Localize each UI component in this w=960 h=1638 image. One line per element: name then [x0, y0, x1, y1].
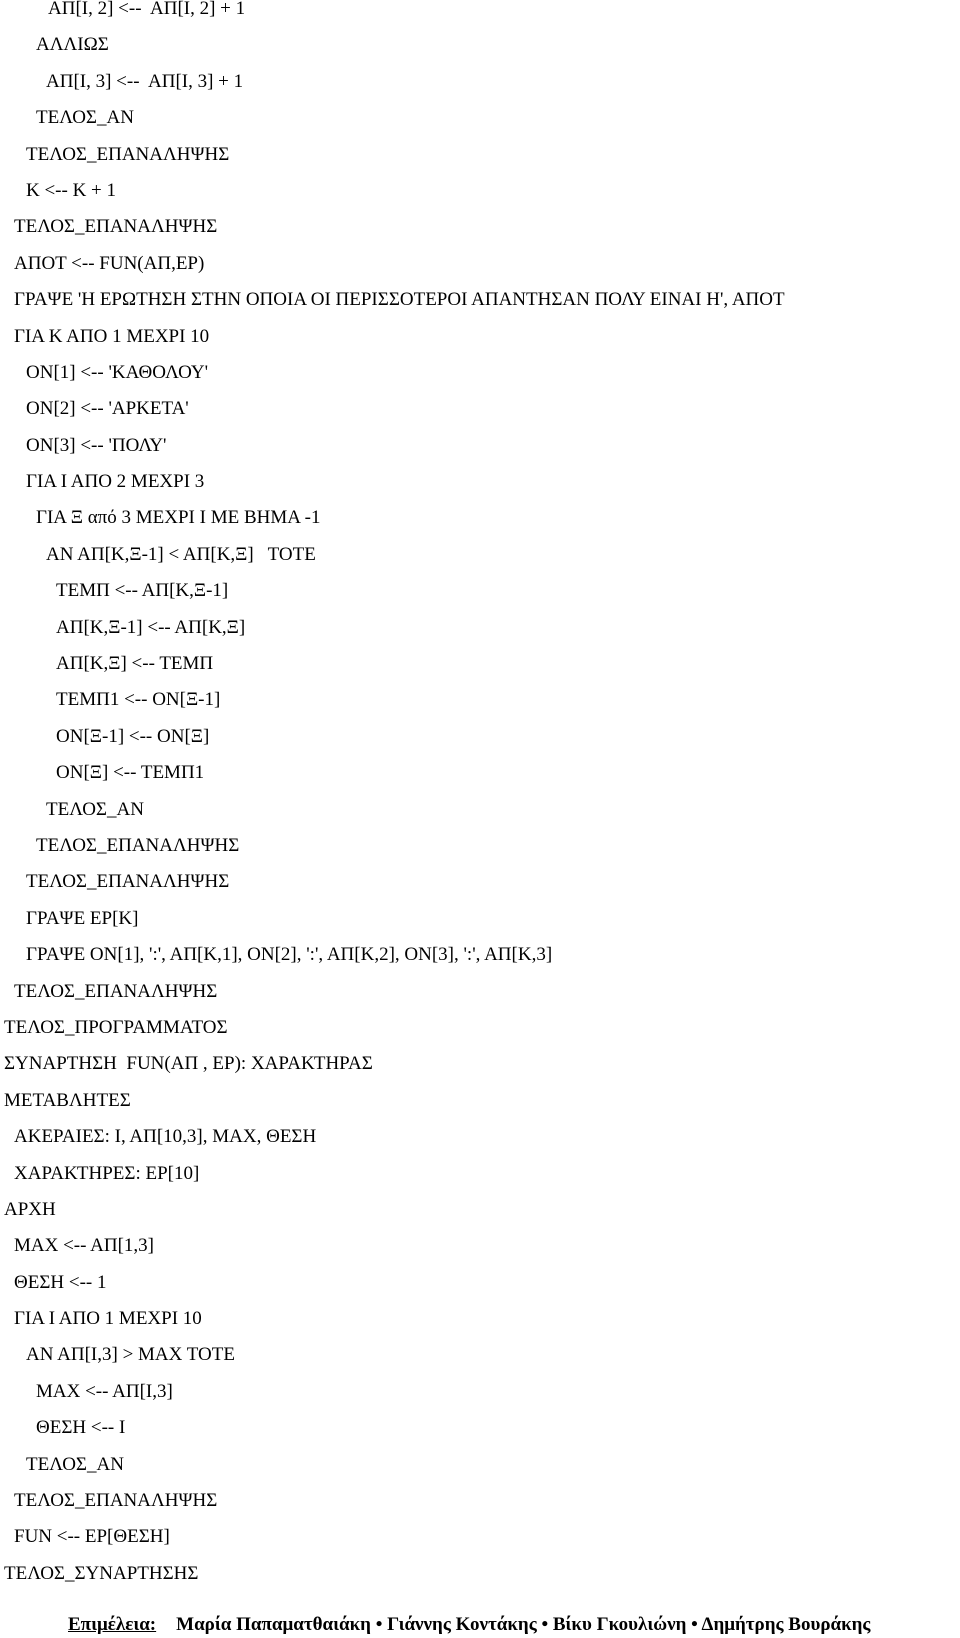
- code-line: ΤΕΛΟΣ_ΕΠΑΝΑΛΗΨΗΣ: [36, 834, 240, 856]
- code-line: ΜΑΧ <-- ΑΠ[Ι,3]: [36, 1380, 173, 1402]
- code-line: ΑΝ ΑΠ[Ι,3] > ΜΑΧ ΤΟΤΕ: [26, 1344, 235, 1366]
- code-line: ΘΕΣΗ <-- Ι: [36, 1417, 126, 1439]
- code-line: Κ <-- Κ + 1: [26, 179, 117, 201]
- code-line: ΑΝ ΑΠ[Κ,Ξ-1] < ΑΠ[Κ,Ξ] ΤΟΤΕ: [46, 543, 316, 565]
- code-line: ΑΚΕΡΑΙΕΣ: Ι, ΑΠ[10,3], ΜΑΧ, ΘΕΣΗ: [14, 1126, 317, 1148]
- code-line: ΤΕΛΟΣ_ΕΠΑΝΑΛΗΨΗΣ: [14, 1490, 218, 1512]
- code-line: ΜΕΤΑΒΛΗΤΕΣ: [4, 1089, 131, 1111]
- code-line: ΓΡΑΨΕ 'Η ΕΡΩΤΗΣΗ ΣΤΗΝ ΟΠΟΙΑ ΟΙ ΠΕΡΙΣΣΟΤΕΡΟΙ ΑΠΑΝΤΗΣΑΝ ΠΟΛΥ ΕΙΝΑΙ Η', ΑΠΟΤ: [14, 289, 785, 311]
- code-line: ΤΕΜΠ <-- ΑΠ[Κ,Ξ-1]: [56, 580, 229, 602]
- code-line: ΤΕΛΟΣ_ΑΝ: [26, 1453, 124, 1475]
- code-line: ΓΡΑΨΕ ΟΝ[1], ':', ΑΠ[Κ,1], ΟΝ[2], ':', ΑΠ[Κ,2], ΟΝ[3], ':', ΑΠ[Κ,3]: [26, 944, 553, 966]
- code-line: ΤΕΛΟΣ_ΑΝ: [46, 798, 144, 820]
- code-line: ΟΝ[Ξ-1] <-- ΟΝ[Ξ]: [56, 725, 210, 747]
- code-line: ΤΕΛΟΣ_ΕΠΑΝΑΛΗΨΗΣ: [14, 216, 218, 238]
- code-line: ΤΕΛΟΣ_ΕΠΑΝΑΛΗΨΗΣ: [26, 871, 230, 893]
- code-line: ΟΝ[2] <-- 'ΑΡΚΕΤΑ': [26, 398, 189, 420]
- footer-label: Επιμέλεια:: [68, 1614, 157, 1635]
- code-line: ΘΕΣΗ <-- 1: [14, 1271, 107, 1293]
- code-line: ΓΙΑ Ι ΑΠΟ 1 ΜΕΧΡΙ 10: [14, 1308, 202, 1330]
- code-line: ΑΠ[Κ,Ξ] <-- ΤΕΜΠ: [56, 653, 214, 675]
- page-footer: [68, 1614, 870, 1636]
- code-line: ΑΠ[Ι, 2] <-- ΑΠ[Ι, 2] + 1: [48, 0, 246, 19]
- code-line: ΓΙΑ Ξ από 3 ΜΕΧΡΙ Ι ΜΕ ΒΗΜΑ -1: [36, 507, 321, 529]
- code-line: ΑΠ[Ι, 3] <-- ΑΠ[Ι, 3] + 1: [46, 70, 244, 92]
- code-line: ΧΑΡΑΚΤΗΡΕΣ: ΕΡ[10]: [14, 1162, 200, 1184]
- code-line: ΑΡΧΗ: [4, 1198, 56, 1220]
- code-line: ΣΥΝΑΡΤΗΣΗ FUN(ΑΠ , ΕΡ): ΧΑΡΑΚΤΗΡΑΣ: [4, 1053, 373, 1075]
- code-line: ΟΝ[3] <-- 'ΠΟΛΥ': [26, 434, 167, 456]
- code-line: ΑΠΟΤ <-- FUN(ΑΠ,ΕΡ): [14, 252, 205, 274]
- code-line: ΤΕΛΟΣ_ΠΡΟΓΡΑΜΜΑΤΟΣ: [4, 1016, 228, 1038]
- code-line: ΓΙΑ Κ ΑΠΟ 1 ΜΕΧΡΙ 10: [14, 325, 210, 347]
- code-line: FUN <-- ΕΡ[ΘΕΣΗ]: [14, 1526, 170, 1548]
- code-line: ΓΙΑ Ι ΑΠΟ 2 ΜΕΧΡΙ 3: [26, 471, 205, 493]
- code-line: ΑΠ[Κ,Ξ-1] <-- ΑΠ[Κ,Ξ]: [56, 616, 246, 638]
- code-line: ΑΛΛΙΩΣ: [36, 34, 109, 56]
- code-line: ΜΑΧ <-- ΑΠ[1,3]: [14, 1235, 155, 1257]
- code-line: ΤΕΛΟΣ_ΕΠΑΝΑΛΗΨΗΣ: [26, 143, 230, 165]
- code-line: ΤΕΛΟΣ_ΣΥΝΑΡΤΗΣΗΣ: [4, 1562, 199, 1584]
- code-line: ΤΕΛΟΣ_ΕΠΑΝΑΛΗΨΗΣ: [14, 980, 218, 1002]
- code-line: ΟΝ[Ξ] <-- ΤΕΜΠ1: [56, 762, 205, 784]
- code-line: ΓΡΑΨΕ ΕΡ[Κ]: [26, 907, 139, 929]
- code-line: ΟΝ[1] <-- 'ΚΑΘΟΛΟΥ': [26, 361, 209, 383]
- code-line: ΤΕΛΟΣ_ΑΝ: [36, 107, 134, 129]
- code-line: ΤΕΜΠ1 <-- ΟΝ[Ξ-1]: [56, 689, 221, 711]
- footer-authors: Μαρία Παπαματθαιάκη • Γιάννης Κοντάκης • Βίκυ Γκουλιώνη • Δημήτρης Βουράκης: [176, 1614, 871, 1635]
